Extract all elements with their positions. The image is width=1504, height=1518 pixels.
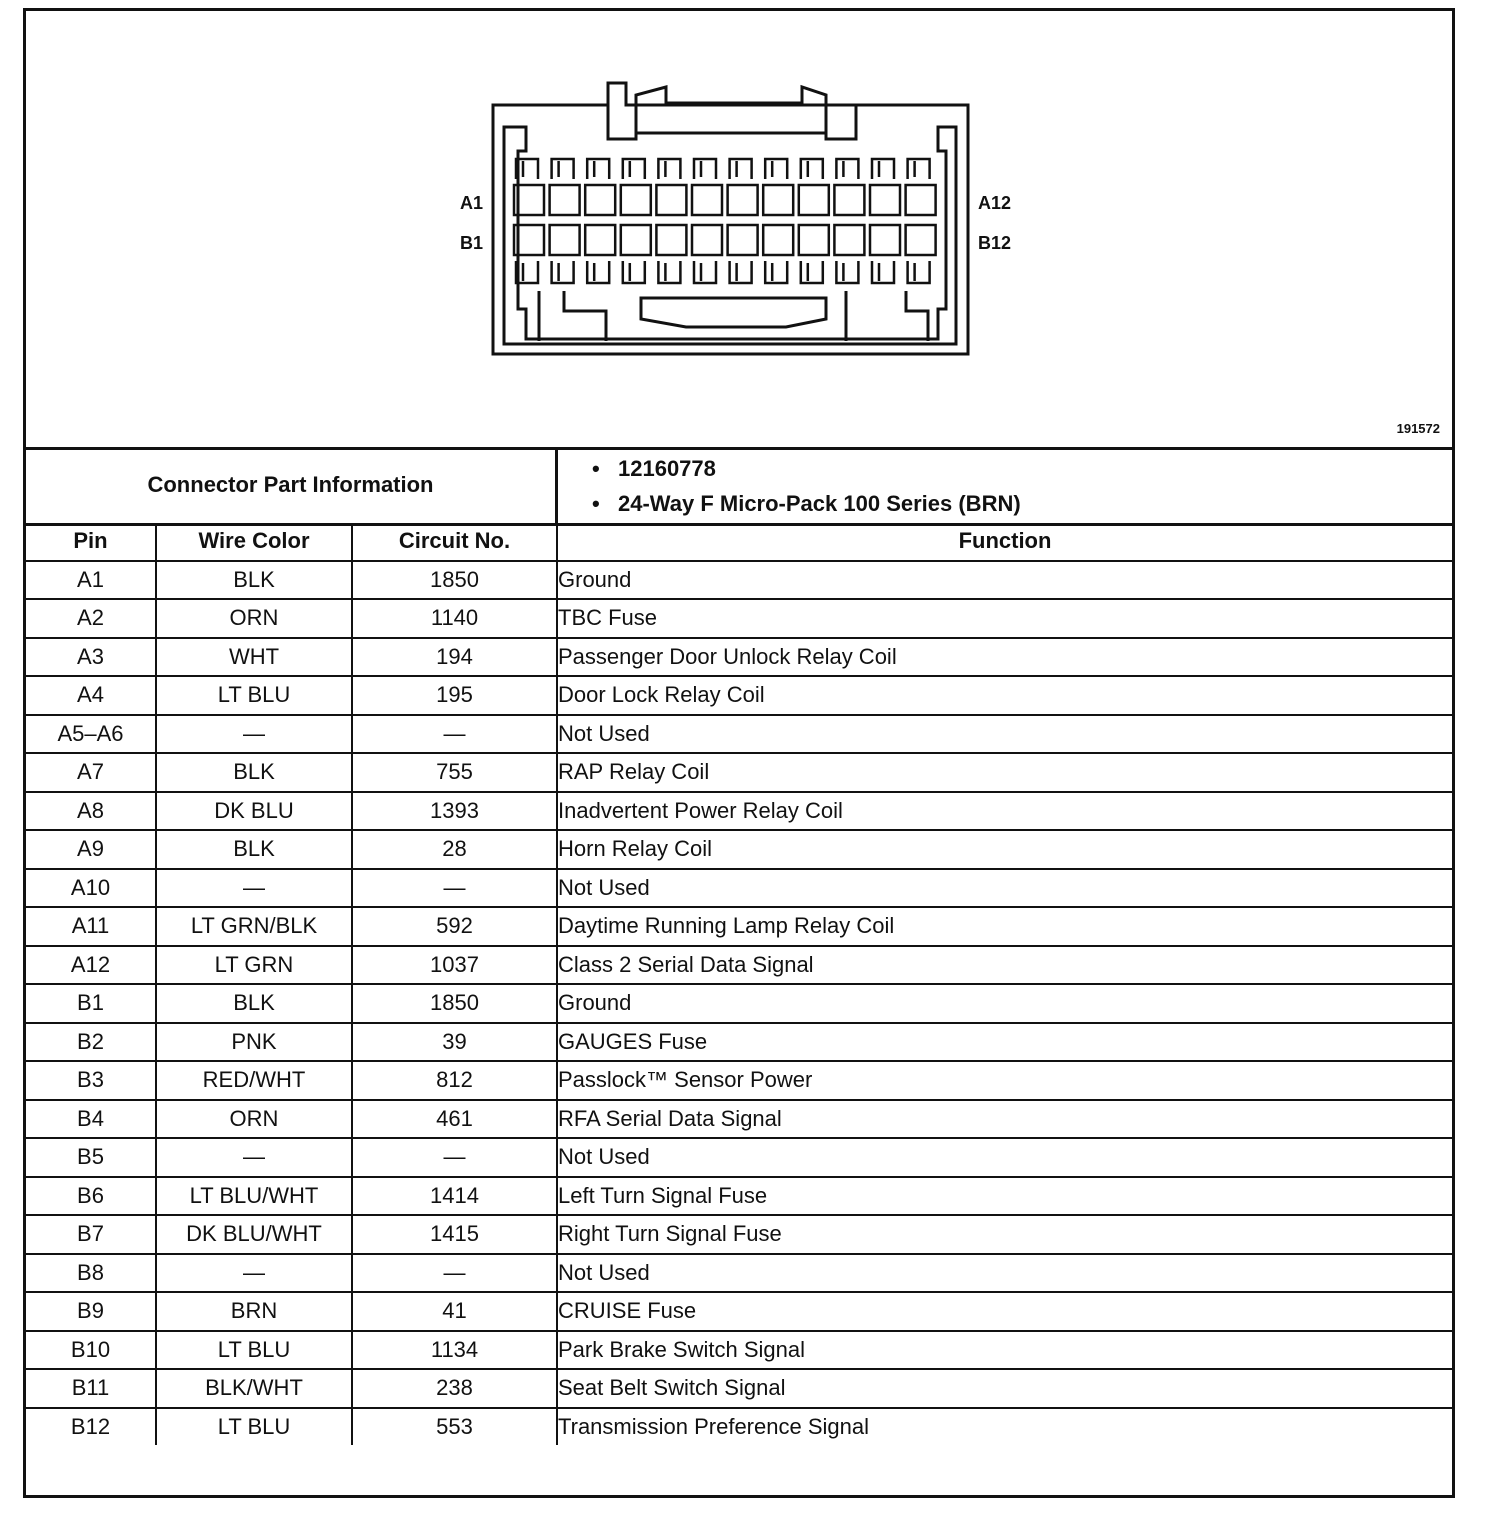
circuit-no-cell: 194 — [352, 638, 557, 677]
function-cell: RFA Serial Data Signal — [557, 1100, 1452, 1139]
function-cell: Passenger Door Unlock Relay Coil — [557, 638, 1452, 677]
pin-cell: A3 — [26, 638, 156, 677]
cavity-a6 — [692, 185, 722, 215]
terminal-tab-bottom — [765, 261, 787, 283]
header-circuit-no: Circuit No. — [352, 523, 557, 561]
function-cell: Door Lock Relay Coil — [557, 676, 1452, 715]
table-row — [26, 984, 1452, 1023]
function-cell: Inadvertent Power Relay Coil — [557, 792, 1452, 831]
pin-cell: A5–A6 — [26, 715, 156, 754]
cavity-b3 — [585, 225, 615, 255]
terminal-tab-top — [801, 159, 823, 179]
terminal-tab-bottom — [587, 261, 609, 283]
connector-part-info-items — [558, 451, 1021, 521]
table-row — [26, 599, 1452, 638]
table-row — [26, 753, 1452, 792]
cavity-a12 — [906, 185, 936, 215]
table-row — [26, 1408, 1452, 1446]
circuit-no-cell: 195 — [352, 676, 557, 715]
connector-part-info — [26, 447, 1452, 526]
cavity-a3 — [585, 185, 615, 215]
circuit-no-cell: 1134 — [352, 1331, 557, 1370]
table-row — [26, 946, 1452, 985]
wire-color-cell: — — [156, 869, 352, 908]
terminal-tab-top — [658, 159, 680, 179]
circuit-no-cell: — — [352, 715, 557, 754]
circuit-no-cell: 1140 — [352, 599, 557, 638]
function-cell: Not Used — [557, 869, 1452, 908]
wire-color-cell: BLK — [156, 984, 352, 1023]
wire-color-cell: LT GRN/BLK — [156, 907, 352, 946]
function-cell: CRUISE Fuse — [557, 1292, 1452, 1331]
cavity-b12 — [906, 225, 936, 255]
cavity-b9 — [799, 225, 829, 255]
wire-color-cell: LT GRN — [156, 946, 352, 985]
function-cell: TBC Fuse — [557, 599, 1452, 638]
terminal-tab-top — [872, 159, 894, 179]
connector-description: • 24-Way F Micro-Pack 100 Series (BRN) — [558, 486, 1021, 521]
pin-cell: A4 — [26, 676, 156, 715]
function-cell: Seat Belt Switch Signal — [557, 1369, 1452, 1408]
circuit-no-cell: 812 — [352, 1061, 557, 1100]
terminal-tab-top — [694, 159, 716, 179]
wire-color-cell: ORN — [156, 599, 352, 638]
terminal-tab-bottom — [836, 261, 858, 283]
cavity-b5 — [656, 225, 686, 255]
terminal-tab-bottom — [552, 261, 574, 283]
terminal-tab-top — [623, 159, 645, 179]
label-a1: A1 — [460, 193, 484, 213]
wire-color-cell: LT BLU — [156, 1331, 352, 1370]
pin-cell: B12 — [26, 1408, 156, 1446]
part-number: • 12160778 — [558, 451, 1021, 486]
circuit-no-cell: 41 — [352, 1292, 557, 1331]
cavity-a5 — [656, 185, 686, 215]
header-function: Function — [557, 523, 1452, 561]
terminal-tab-bottom — [694, 261, 716, 283]
table-row — [26, 1331, 1452, 1370]
cavity-b8 — [763, 225, 793, 255]
wire-color-cell: LT BLU/WHT — [156, 1177, 352, 1216]
function-cell: GAUGES Fuse — [557, 1023, 1452, 1062]
table-row — [26, 1023, 1452, 1062]
table-row — [26, 830, 1452, 869]
function-cell: Right Turn Signal Fuse — [557, 1215, 1452, 1254]
table-row — [26, 869, 1452, 908]
function-cell: Daytime Running Lamp Relay Coil — [557, 907, 1452, 946]
table-row — [26, 1369, 1452, 1408]
figure-id: 191572 — [1396, 421, 1440, 436]
pin-cell: A9 — [26, 830, 156, 869]
circuit-no-cell: 28 — [352, 830, 557, 869]
function-cell: Park Brake Switch Signal — [557, 1331, 1452, 1370]
pin-cell: B11 — [26, 1369, 156, 1408]
cavity-a9 — [799, 185, 829, 215]
table-row — [26, 792, 1452, 831]
circuit-no-cell: 755 — [352, 753, 557, 792]
circuit-no-cell: 592 — [352, 907, 557, 946]
terminal-tab-bottom — [872, 261, 894, 283]
pin-cell: B9 — [26, 1292, 156, 1331]
function-cell: Not Used — [557, 1254, 1452, 1293]
circuit-no-cell: 1414 — [352, 1177, 557, 1216]
circuit-no-cell: — — [352, 1254, 557, 1293]
table-row — [26, 1061, 1452, 1100]
pin-cell: A7 — [26, 753, 156, 792]
pin-cell: B5 — [26, 1138, 156, 1177]
wire-color-cell: BLK — [156, 561, 352, 600]
header-pin: Pin — [26, 523, 156, 561]
terminal-tab-bottom — [801, 261, 823, 283]
pin-cell: A11 — [26, 907, 156, 946]
terminal-tab-top — [908, 159, 930, 179]
function-cell: Ground — [557, 984, 1452, 1023]
pin-cell: B8 — [26, 1254, 156, 1293]
cavity-b10 — [834, 225, 864, 255]
pin-cell: B7 — [26, 1215, 156, 1254]
circuit-no-cell: 1393 — [352, 792, 557, 831]
terminal-tab-top — [836, 159, 858, 179]
wire-color-cell: LT BLU — [156, 676, 352, 715]
header-wire-color: Wire Color — [156, 523, 352, 561]
terminal-tab-bottom — [658, 261, 680, 283]
table-row — [26, 1177, 1452, 1216]
terminal-tab-top — [552, 159, 574, 179]
wire-color-cell: — — [156, 1138, 352, 1177]
table-row — [26, 715, 1452, 754]
table-row — [26, 638, 1452, 677]
connector-face-drawing — [26, 11, 1452, 447]
table-row — [26, 1100, 1452, 1139]
function-cell: Ground — [557, 561, 1452, 600]
connector-diagram — [26, 11, 1452, 450]
wire-color-cell: WHT — [156, 638, 352, 677]
circuit-no-cell: 1850 — [352, 984, 557, 1023]
cavity-a7 — [728, 185, 758, 215]
cavity-a11 — [870, 185, 900, 215]
pin-cell: B4 — [26, 1100, 156, 1139]
terminal-tab-bottom — [730, 261, 752, 283]
circuit-no-cell: 1415 — [352, 1215, 557, 1254]
function-cell: Not Used — [557, 715, 1452, 754]
pin-cell: B1 — [26, 984, 156, 1023]
wire-color-cell: LT BLU — [156, 1408, 352, 1446]
circuit-no-cell: 238 — [352, 1369, 557, 1408]
circuit-no-cell: — — [352, 1138, 557, 1177]
label-b1: B1 — [460, 233, 484, 253]
function-cell: RAP Relay Coil — [557, 753, 1452, 792]
circuit-no-cell: 1037 — [352, 946, 557, 985]
pin-table — [26, 523, 1452, 1445]
circuit-no-cell: 39 — [352, 1023, 557, 1062]
pin-table-header — [26, 523, 1452, 561]
circuit-no-cell: 553 — [352, 1408, 557, 1446]
connector-part-info-label: Connector Part Information — [26, 447, 558, 523]
circuit-no-cell: — — [352, 869, 557, 908]
function-cell: Class 2 Serial Data Signal — [557, 946, 1452, 985]
cavity-a2 — [550, 185, 580, 215]
cavity-b7 — [728, 225, 758, 255]
terminal-tab-top — [765, 159, 787, 179]
pin-cell: A1 — [26, 561, 156, 600]
wire-color-cell: DK BLU/WHT — [156, 1215, 352, 1254]
pin-cell: A12 — [26, 946, 156, 985]
wire-color-cell: PNK — [156, 1023, 352, 1062]
label-a12: A12 — [978, 193, 1012, 213]
terminal-tab-top — [730, 159, 752, 179]
function-cell: Transmission Preference Signal — [557, 1408, 1452, 1446]
label-b12: B12 — [978, 233, 1012, 253]
function-cell: Left Turn Signal Fuse — [557, 1177, 1452, 1216]
cavity-a8 — [763, 185, 793, 215]
terminal-tab-top — [587, 159, 609, 179]
pin-cell: A8 — [26, 792, 156, 831]
terminal-tab-bottom — [623, 261, 645, 283]
wire-color-cell: RED/WHT — [156, 1061, 352, 1100]
table-row — [26, 1138, 1452, 1177]
table-row — [26, 907, 1452, 946]
function-cell: Passlock™ Sensor Power — [557, 1061, 1452, 1100]
cavity-b4 — [621, 225, 651, 255]
wire-color-cell: DK BLU — [156, 792, 352, 831]
wire-color-cell: BRN — [156, 1292, 352, 1331]
table-row — [26, 1215, 1452, 1254]
table-row — [26, 1254, 1452, 1293]
table-row — [26, 561, 1452, 600]
wire-color-cell: — — [156, 715, 352, 754]
cavity-b2 — [550, 225, 580, 255]
pin-cell: B10 — [26, 1331, 156, 1370]
wire-color-cell: BLK — [156, 753, 352, 792]
circuit-no-cell: 461 — [352, 1100, 557, 1139]
wire-color-cell: BLK — [156, 830, 352, 869]
cavity-b6 — [692, 225, 722, 255]
function-cell: Not Used — [557, 1138, 1452, 1177]
pin-cell: B3 — [26, 1061, 156, 1100]
pin-cell: A2 — [26, 599, 156, 638]
cavity-a10 — [834, 185, 864, 215]
pin-cell: A10 — [26, 869, 156, 908]
cavity-b11 — [870, 225, 900, 255]
circuit-no-cell: 1850 — [352, 561, 557, 600]
function-cell: Horn Relay Coil — [557, 830, 1452, 869]
table-row — [26, 676, 1452, 715]
pin-cell: B6 — [26, 1177, 156, 1216]
connector-sheet — [23, 8, 1455, 1498]
wire-color-cell: BLK/WHT — [156, 1369, 352, 1408]
cavity-a4 — [621, 185, 651, 215]
terminal-tab-bottom — [908, 261, 930, 283]
pin-cell: B2 — [26, 1023, 156, 1062]
table-row — [26, 1292, 1452, 1331]
wire-color-cell: ORN — [156, 1100, 352, 1139]
wire-color-cell: — — [156, 1254, 352, 1293]
